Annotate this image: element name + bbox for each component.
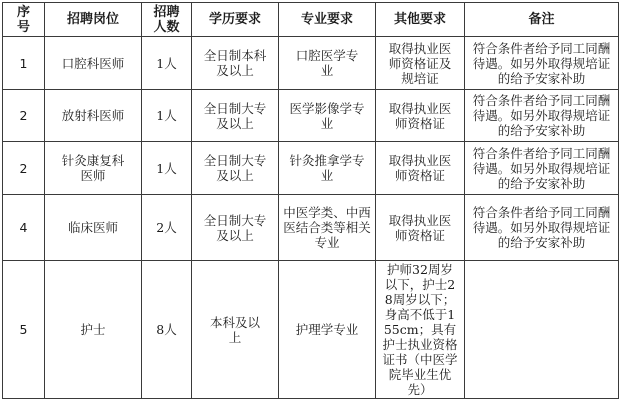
- cell-position: 护士: [45, 261, 142, 399]
- cell-other: 护师32周岁以下，护士28周岁以下；身高不低于155cm；具有护士执业资格证书（中医学院毕业生优先）: [376, 261, 465, 399]
- cell-education: 全日制大专及以上: [192, 90, 279, 142]
- cell-other: 取得执业医师资格证: [376, 90, 465, 142]
- recruitment-table: [2, 2, 619, 399]
- cell-note: 符合条件者给予同工同酬待遇。如另外取得规培证的给予安家补助: [465, 37, 619, 90]
- cell-other: 取得执业医师资格证: [376, 142, 465, 195]
- cell-count: 1人: [142, 142, 192, 195]
- cell-count: 1人: [142, 90, 192, 142]
- cell-education: 全日制本科及以上: [192, 37, 279, 90]
- cell-education: 全日制大专及以上: [192, 142, 279, 195]
- cell-seq: 2: [3, 90, 45, 142]
- cell-education: 本科及以上: [192, 261, 279, 399]
- cell-position: 放射科医师: [45, 90, 142, 142]
- cell-major: 口腔医学专业: [279, 37, 376, 90]
- cell-count: 1人: [142, 37, 192, 90]
- cell-major: 中医学类、中西医结合类等相关专业: [279, 195, 376, 261]
- cell-position: 口腔科医师: [45, 37, 142, 90]
- cell-education: 全日制大专及以上: [192, 195, 279, 261]
- header-position: 招聘岗位: [45, 3, 142, 37]
- cell-note: [465, 261, 619, 399]
- table-row: [3, 90, 619, 142]
- header-note: 备注: [465, 3, 619, 37]
- cell-position: 临床医师: [45, 195, 142, 261]
- table-row: [3, 261, 619, 399]
- header-count: 招聘人数: [142, 3, 192, 37]
- cell-other: 取得执业医师资格证: [376, 195, 465, 261]
- header-seq: 序号: [3, 3, 45, 37]
- cell-note: 符合条件者给予同工同酬待遇。如另外取得规培证的给予安家补助: [465, 90, 619, 142]
- cell-major: 针灸推拿学专业: [279, 142, 376, 195]
- header-education: 学历要求: [192, 3, 279, 37]
- cell-position: 针灸康复科医师: [45, 142, 142, 195]
- cell-major: 医学影像学专业: [279, 90, 376, 142]
- cell-seq: 4: [3, 195, 45, 261]
- header-row: [3, 3, 619, 37]
- table-row: [3, 195, 619, 261]
- table-row: [3, 37, 619, 90]
- cell-major: 护理学专业: [279, 261, 376, 399]
- cell-seq: 1: [3, 37, 45, 90]
- cell-seq: 5: [3, 261, 45, 399]
- header-other: 其他要求: [376, 3, 465, 37]
- cell-seq: 2: [3, 142, 45, 195]
- table-row: [3, 142, 619, 195]
- cell-count: 8人: [142, 261, 192, 399]
- cell-other: 取得执业医师资格证及规培证: [376, 37, 465, 90]
- cell-count: 2人: [142, 195, 192, 261]
- cell-note: 符合条件者给予同工同酬待遇。如另外取得规培证的给予安家补助: [465, 142, 619, 195]
- header-major: 专业要求: [279, 3, 376, 37]
- cell-note: 符合条件者给予同工同酬待遇。如另外取得规培证的给予安家补助: [465, 195, 619, 261]
